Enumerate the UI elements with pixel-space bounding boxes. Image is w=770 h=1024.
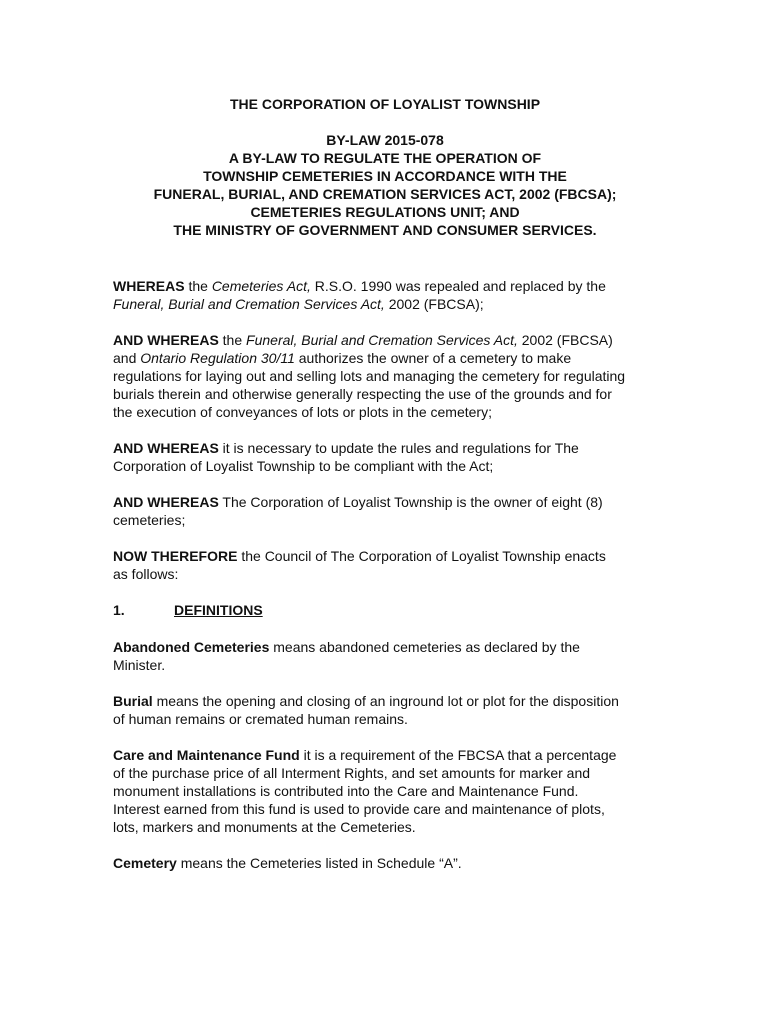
recital-text: the execution of conveyances of lots or plots in the cemetery; — [113, 404, 492, 420]
recital-text: it is necessary to update the rules and regulations for The — [218, 440, 579, 456]
act-name: Funeral, Burial and Cremation Services Act, — [246, 332, 518, 348]
definition-term: Care and Maintenance Fund — [113, 747, 300, 763]
recital-lead: AND WHEREAS — [113, 440, 219, 456]
definition-paragraph — [113, 692, 683, 728]
definition-paragraph — [113, 854, 683, 872]
corporation-title: THE CORPORATION OF LOYALIST TOWNSHIP — [229, 96, 541, 112]
definition-text: means the Cemeteries listed in Schedule “A”. — [176, 855, 462, 871]
recital-text: and — [113, 350, 141, 366]
act-name: Cemeteries Act, — [211, 278, 311, 294]
recital-text: regulations for laying out and selling lots and managing the cemetery for regulating — [113, 368, 626, 384]
recital-text: The Corporation of Loyalist Township is the owner of eight (8) — [218, 494, 603, 510]
section-heading — [113, 601, 683, 619]
recital-paragraph — [113, 493, 683, 529]
definition-text: Minister. — [113, 657, 166, 673]
definition-text: means abandoned cemeteries as declared by the — [269, 639, 580, 655]
recital-lead: AND WHEREAS — [113, 494, 219, 510]
recital-text: as follows: — [113, 566, 179, 582]
definition-term: Burial — [113, 693, 153, 709]
recital-lead: AND WHEREAS — [113, 332, 219, 348]
definition-text: it is a requirement of the FBCSA that a percentage — [299, 747, 617, 763]
bylaw-title-line: CEMETERIES REGULATIONS UNIT; AND — [250, 204, 520, 220]
bylaw-title-line: A BY-LAW TO REGULATE THE OPERATION OF — [228, 150, 542, 166]
recital-text: authorizes the owner of a cemetery to make — [294, 350, 572, 366]
bylaw-title-line: TOWNSHIP CEMETERIES IN ACCORDANCE WITH THE — [203, 168, 567, 184]
definition-text: of the purchase price of all Interment Rights, and set amounts for marker and — [113, 765, 591, 781]
recital-text: the — [218, 332, 247, 348]
enacting-paragraph — [113, 547, 683, 583]
definition-term: Cemetery — [113, 855, 177, 871]
bylaw-title-block — [100, 131, 670, 239]
recital-paragraph — [113, 331, 683, 421]
definition-paragraph — [113, 638, 683, 674]
recital-text: 2002 (FBCSA); — [384, 296, 484, 312]
section-title: DEFINITIONS — [174, 602, 263, 618]
act-name: Funeral, Burial and Cremation Services Act, — [113, 296, 385, 312]
recital-text: cemeteries; — [113, 512, 186, 528]
recital-paragraph — [113, 277, 683, 313]
bylaw-title-line: THE MINISTRY OF GOVERNMENT AND CONSUMER SERVICES. — [173, 222, 597, 238]
definition-text: means the opening and closing of an inground lot or plot for the disposition — [152, 693, 619, 709]
recital-lead: NOW THEREFORE — [113, 548, 238, 564]
definition-paragraph — [113, 746, 683, 836]
recital-text: Corporation of Loyalist Township to be compliant with the Act; — [113, 458, 494, 474]
recital-text: burials therein and otherwise generally respecting the use of the grounds and for — [113, 386, 612, 402]
bylaw-number: BY-LAW 2015-078 — [326, 132, 444, 148]
regulation-name: Ontario Regulation 30/11 — [140, 350, 295, 366]
recital-paragraph — [113, 439, 683, 475]
definition-text: of human remains or cremated human remains. — [113, 711, 408, 727]
section-number: 1. — [113, 602, 125, 618]
bylaw-title-line: FUNERAL, BURIAL, AND CREMATION SERVICES ACT, 2002 (FBCSA); — [153, 186, 617, 202]
recital-text: 2002 (FBCSA) — [517, 332, 613, 348]
recital-text: the — [184, 278, 212, 294]
recital-text: R.S.O. 1990 was repealed and replaced by the — [310, 278, 606, 294]
recital-text: the Council of The Corporation of Loyalist Township enacts — [237, 548, 606, 564]
document-heading — [100, 95, 670, 113]
definition-term: Abandoned Cemeteries — [113, 639, 270, 655]
definition-text: lots, markers and monuments at the Cemeteries. — [113, 819, 416, 835]
definition-text: Interest earned from this fund is used to provide care and maintenance of plots, — [113, 801, 605, 817]
recital-lead: WHEREAS — [113, 278, 185, 294]
definition-text: monument installations is contributed into the Care and Maintenance Fund. — [113, 783, 579, 799]
